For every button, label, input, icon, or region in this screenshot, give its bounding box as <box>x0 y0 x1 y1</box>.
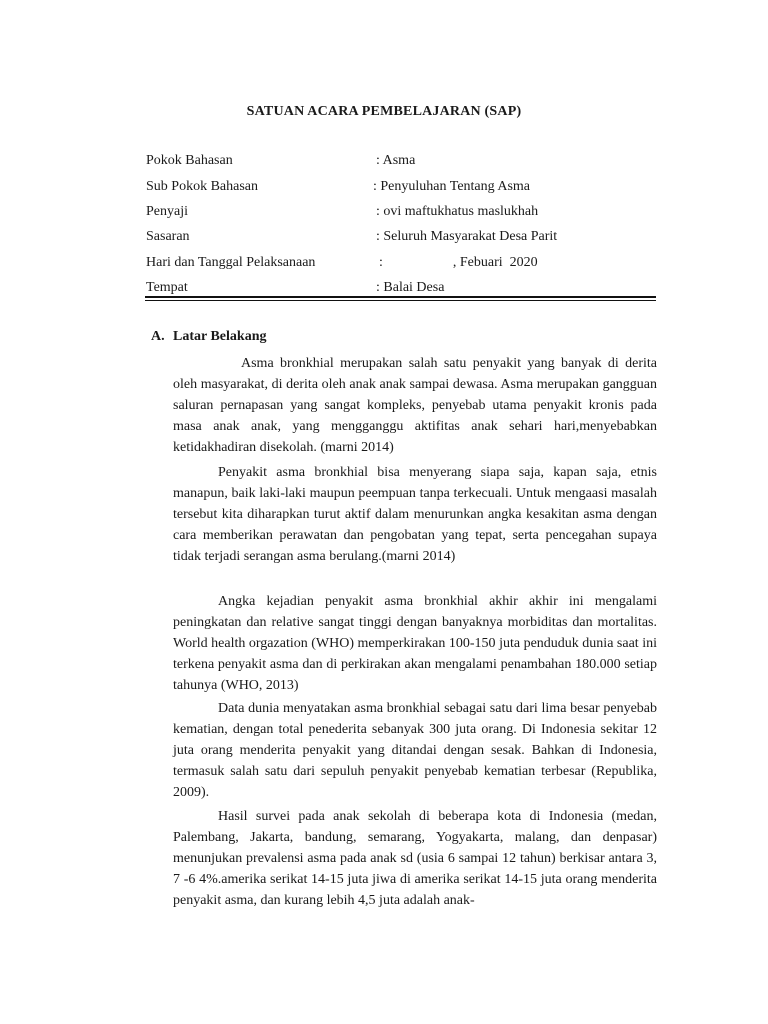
info-label: Penyaji <box>146 204 188 219</box>
paragraph: Penyakit asma bronkhial bisa menyerang siapa saja, kapan saja, etnis manapun, baik laki-laki maupun peempuan tanpa terkecuali. Untuk mengaasi masalah tersebut kita diharapkan turut aktif dalam menurunkan angka kesakitan asma dengan cara memberikan perawatan dan pengobatan yang tepat, serta pencegahan supaya tidak terjadi serangan asma berulang.(marni 2014) <box>173 465 657 564</box>
info-label: Hari dan Tanggal Pelaksanaan <box>146 255 316 270</box>
info-value: : Asma <box>376 153 416 168</box>
info-value: : , Febuari 2020 <box>379 255 538 270</box>
header-rule-thin <box>145 300 656 301</box>
info-value: : ovi maftukhatus maslukhah <box>376 204 539 219</box>
document-title: SATUAN ACARA PEMBELAJARAN (SAP) <box>246 104 522 119</box>
section-title: Latar Belakang <box>173 329 267 344</box>
info-label: Pokok Bahasan <box>146 153 233 168</box>
paragraph: Data dunia menyatakan asma bronkhial sebagai satu dari lima besar penyebab kematian, dengan total penederita sebanyak 300 juta orang. Di Indonesia sekitar 12 juta orang menderita penyakit yang ditandai dengan sesak. Bahkan di Indonesia, termasuk salah satu dari sepuluh penyakit penyebab kematian terbesar (Republika, 2009). <box>173 701 657 800</box>
info-value: : Balai Desa <box>376 280 445 295</box>
paragraph: Angka kejadian penyakit asma bronkhial akhir akhir ini mengalami peningkatan dan relative sangat tinggi dengan banyaknya morbiditas dan mortalitas. World health orgazation (WHO) memperkirakan 100-150 juta penduduk dunia saat ini terkena penyakit asma dan di perkirakan akan mengalami penambahan 180.000 setiap tahunya (WHO, 2013) <box>173 594 657 693</box>
info-label: Tempat <box>146 280 188 295</box>
paragraph: Hasil survei pada anak sekolah di beberapa kota di Indonesia (medan, Palembang, Jakarta, bandung, semarang, Yogyakarta, malang, dan denpasar) menunjukan prevalensi asma pada anak sd (usia 6 sampai 12 tahun) berkisar antara 3, 7 -6 4%.amerika serikat 14-15 juta jiwa di amerika serikat 14-15 juta orang menderita penyakit asma, dan kurang lebih 4,5 juta adalah anak- <box>173 809 657 908</box>
info-value: : Seluruh Masyarakat Desa Parit <box>376 229 558 244</box>
paragraph: Asma bronkhial merupakan salah satu penyakit yang banyak di derita oleh masyarakat, di derita oleh anak anak sampai dewasa. Asma merupakan gangguan saluran pernapasan yang sangat kompleks, penyebab utama penyakit kronis pada masa anak anak, yang mengganggu aktifitas anak sehari hari,menyebabkan ketidakhadiran disekolah. (marni 2014) <box>173 356 657 455</box>
info-label: Sasaran <box>146 229 190 244</box>
info-value: : Penyuluhan Tentang Asma <box>373 179 531 194</box>
section-heading <box>151 329 266 345</box>
section-letter: A. <box>151 329 165 344</box>
info-label: Sub Pokok Bahasan <box>146 179 258 194</box>
header-rule-thick <box>145 296 656 298</box>
